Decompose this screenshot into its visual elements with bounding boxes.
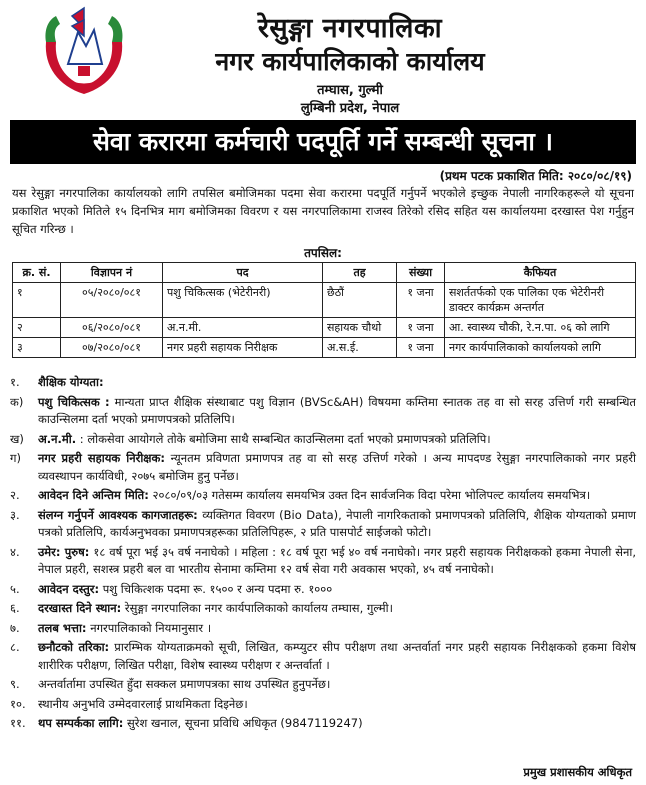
section-item xyxy=(10,581,636,599)
cell-level: अ.स.ई. xyxy=(323,338,397,358)
intro-paragraph: यस रेसुङ्गा नगरपालिका कार्यालयको लागि तपसिल बमोजिमका पदमा सेवा करारमा पदपूर्ति गर्नुपर्ने भएकोले इच्छुक नेपाली नागरिकहरूले यो सूचना प्रकाशित भएको मितिले १५ दिनभित्र माग बमोजिमका विवरण र यस नगरपालिकामा राजस्व तिरेको रसिद सहित यस कार्यालयमा दरखास्त पेश गर्नुहुन सूचित गरिन्छ । xyxy=(12,186,634,236)
section-text: सुरेश खनाल, सूचना प्रविधि अधिकृत (9847119247) xyxy=(127,716,363,730)
section-label: आवेदन दस्तुर: xyxy=(38,581,100,596)
table-row xyxy=(13,338,636,358)
section-item xyxy=(10,715,636,733)
notice-banner: सेवा करारमा कर्मचारी पदपूर्ति गर्ने सम्बन्धी सूचना । xyxy=(10,120,636,164)
section-number: ३. xyxy=(10,507,20,522)
section-item xyxy=(10,394,636,429)
cell-remarks: आ. स्वास्थ्य चौकी, रे.न.पा. ०६ को लागि xyxy=(445,318,636,338)
cell-level: छैठौं xyxy=(323,283,397,318)
section-item xyxy=(10,487,636,505)
nepal-emblem-icon xyxy=(38,6,130,102)
cell-post: पशु चिकित्सक (भेटेरीनरी) xyxy=(163,283,323,318)
section-number: ग) xyxy=(10,451,21,465)
section-number: क) xyxy=(10,394,24,409)
cell-post: नगर प्रहरी सहायक निरीक्षक xyxy=(163,338,323,358)
section-label: संलग्न गर्नुपर्ने आवश्यक कागजातहरू: xyxy=(38,507,198,522)
cell-post: अ.न.मी. xyxy=(163,318,323,338)
table-row xyxy=(13,283,636,318)
col-header-ad-no: विज्ञापन नं xyxy=(61,263,163,283)
section-item xyxy=(10,431,636,449)
signatory-title: प्रमुख प्रशासकीय अधिकृत xyxy=(523,765,632,779)
section-label: पशु चिकित्सक : xyxy=(38,394,110,409)
publish-date: (प्रथम पटक प्रकाशित मिति: २०८०/०८/१९) xyxy=(439,169,632,183)
office-title: नगर कार्यपालिकाको कार्यालय xyxy=(215,47,485,76)
section-text: न्यूनतम प्रविणता प्रमाणपत्र तह वा सो सरह उत्तिर्ण गरेको । अन्य मापदण्ड रेसुङ्गा नगरपालिकाको नगर प्रहरी व्यवस्थापन कार्यविधी, २०७५ बमोजिम हुनु पर्नेछ। xyxy=(38,451,636,483)
section-item xyxy=(10,696,636,714)
section-number: ९. xyxy=(10,677,20,691)
section-text: नगरपालिकाको नियमानुसार । xyxy=(90,620,212,635)
positions-table xyxy=(12,262,636,358)
section-number: १. xyxy=(10,375,20,389)
cell-count: १ जना xyxy=(397,338,445,358)
col-header-remarks: कैफियत xyxy=(445,263,636,283)
section-number: ८. xyxy=(10,640,20,654)
municipality-title: रेसुङ्गा नगरपालिका xyxy=(257,13,443,44)
cell-count: १ जना xyxy=(397,283,445,318)
section-label: छनौटको तरिका: xyxy=(38,640,110,654)
cell-remarks: सशर्ततर्फको एक पालिका एक भेटेरीनरी डाक्टर कार्यक्रम अन्तर्गत xyxy=(445,283,636,318)
section-item xyxy=(10,639,636,674)
cell-serial: १ xyxy=(13,283,61,318)
section-item xyxy=(10,620,636,638)
col-header-post: पद xyxy=(163,263,323,283)
province-name: लुम्बिनी प्रदेश, नेपाल xyxy=(300,101,400,116)
cell-ad-no: ०७/२०८०/०८१ xyxy=(61,338,163,358)
section-number: २. xyxy=(10,488,20,502)
section-number: ४. xyxy=(10,544,20,559)
table-row xyxy=(13,318,636,338)
col-header-level: तह xyxy=(323,263,397,283)
section-item xyxy=(10,676,636,694)
section-label: अ.न.मी. xyxy=(38,431,77,446)
section-text: स्थानीय अनुभवि उम्मेदवारलाई प्राथमिकता दिइनेछ। xyxy=(38,696,248,711)
section-number: ११. xyxy=(10,716,26,730)
section-text: पशु चिकित्शक पदमा रू. १५०० र अन्य पदमा रु. १००० xyxy=(102,581,333,596)
section-text: व्यक्तिगत विवरण (Bio Data), नेपाली नागरिकताको प्रमाणपत्रको प्रतिलिपि, शैक्षिक योग्यताको प्रमाण पत्रको प्रतिलिपि, कार्यअनुभवका प्रमाणपत्रहरूका प्रतिलिपिहरू, २ प्रति पासपोर्ट साईजको फोटो। xyxy=(38,507,636,539)
section-number: ६. xyxy=(10,601,20,615)
section-label: उमेर: पुरुष: xyxy=(38,544,90,559)
section-text: प्रारम्भिक योग्यताक्रमको सूची, लिखित, कम्प्युटर सीप परीक्षण तथा अन्तर्वार्ता नगर प्रहरी सहायक निरीक्षकको हकमा विशेष शारीरिक परीक्षण, लिखित परीक्षा, विशेष स्वास्थ्य परीक्षण र अन्तर्वार्ता । xyxy=(38,640,637,672)
table-header-row xyxy=(13,263,636,283)
section-text: १८ वर्ष पूरा भई ३५ वर्ष ननाघेको । महिला : १८ वर्ष पूरा भई ४० वर्ष ननाघेको। नगर प्रहरी सहायक निरीक्षकको हकमा नेपाली सेना, नेपाल प्रहरी, सशस्त्र प्रहरी बल वा भारतीय सेनामा कम्तिमा १२ वर्ष सेवा गरी अवकास भएको, ४५ वर्ष ननाघेको। xyxy=(38,544,637,576)
section-label: शैक्षिक योग्यता: xyxy=(38,375,104,389)
cell-count: १ जना xyxy=(397,318,445,338)
section-number: ७. xyxy=(10,620,20,635)
cell-ad-no: ०६/२०८०/०८१ xyxy=(61,318,163,338)
office-location: तम्घास, गुल्मी xyxy=(317,83,383,98)
section-text: मान्यता प्राप्त शैक्षिक संस्थाबाट पशु विज्ञान (BVSc&AH) विषयमा कम्तिमा स्नातक तह वा सो सरह उत्तिर्ण गरी सम्बन्धित काउन्सिलमा दर्ता भएको प्रमाणपत्रको प्रतिलिपि। xyxy=(38,394,636,426)
section-text: अन्तर्वार्तामा उपस्थित हुँदा सक्कल प्रमाणपत्रका साथ उपस्थित हुनुपर्नेछ। xyxy=(38,677,331,691)
table-caption: तपसिल: xyxy=(304,246,342,260)
section-text: : लोकसेवा आयोगले तोके बमोजिमा साथै सम्बन्धित काउन्सिलमा दर्ता भएको प्रमाणपत्रको प्रतिलिपि। xyxy=(79,431,491,446)
section-label: नगर प्रहरी सहायक निरीक्षक: xyxy=(38,451,165,465)
section-number: ख) xyxy=(10,431,24,446)
cell-ad-no: ०५/२०८०/०८१ xyxy=(61,283,163,318)
section-item xyxy=(10,544,636,579)
section-number: १०. xyxy=(10,696,26,711)
cell-serial: २ xyxy=(13,318,61,338)
section-item xyxy=(10,600,636,618)
section-label: थप सम्पर्कका लागि: xyxy=(38,716,124,730)
section-item xyxy=(10,374,636,392)
cell-remarks: नगर कार्यपालिकाको कार्यालयको लागि xyxy=(445,338,636,358)
section-label: दरखास्त दिने स्थान: xyxy=(38,601,122,615)
section-label: आवेदन दिने अन्तिम मिति: xyxy=(38,488,149,502)
col-header-serial: क्र. सं. xyxy=(13,263,61,283)
cell-serial: ३ xyxy=(13,338,61,358)
section-text: रेसुङ्गा नगरपालिका नगर कार्यपालिकाको कार्यालय तम्घास, गुल्मी। xyxy=(124,601,393,615)
notice-sections xyxy=(10,374,636,735)
section-item xyxy=(10,507,636,542)
section-label: तलब भत्ता: xyxy=(38,620,87,635)
cell-level: सहायक चौथो xyxy=(323,318,397,338)
section-text: २०८०/०९/०३ गतेसम्म कार्यालय समयभित्र उक्त दिन सार्वजनिक विदा परेमा भोलिपल्ट कार्यालय समयभित्र। xyxy=(152,488,591,502)
section-item xyxy=(10,450,636,485)
col-header-count: संख्या xyxy=(397,263,445,283)
section-number: ५. xyxy=(10,581,20,596)
